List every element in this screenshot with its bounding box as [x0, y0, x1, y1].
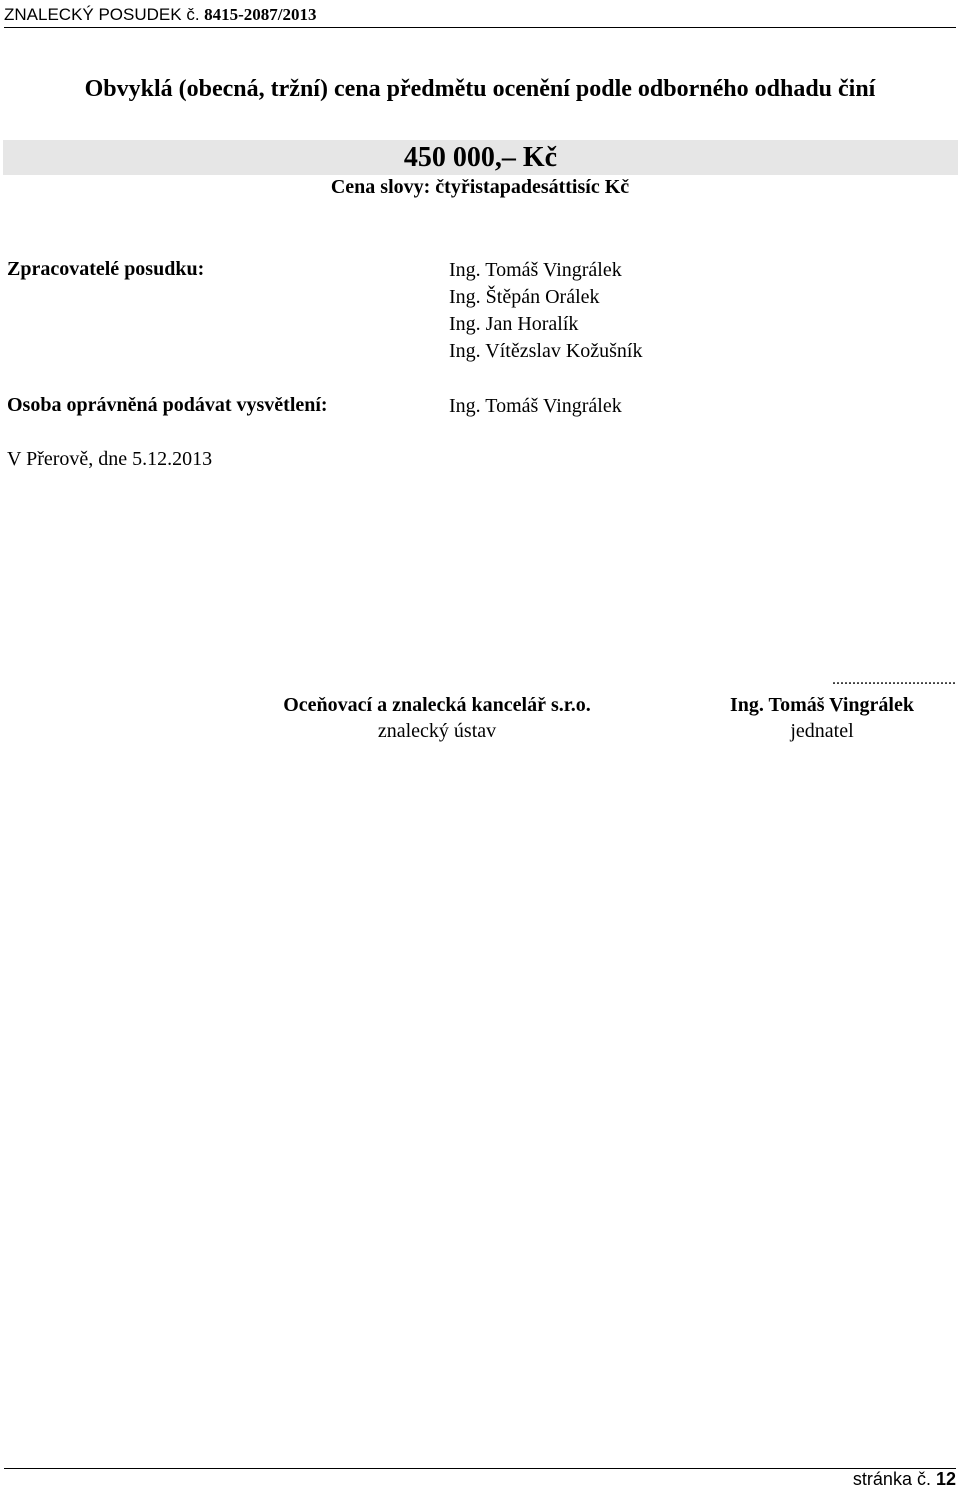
authorized-person-label: Osoba oprávněná podávat vysvětlení: — [7, 394, 328, 416]
company-name: Oceňovací a znalecká kancelář s.r.o. — [283, 694, 591, 716]
processor-name: Ing. Vítězslav Kožušník — [449, 340, 643, 362]
place-and-date: V Přerově, dne 5.12.2013 — [7, 448, 213, 470]
authorized-person-name: Ing. Tomáš Vingrálek — [449, 395, 622, 417]
company-role: znalecký ústav — [377, 720, 497, 742]
signature-left — [252, 692, 622, 744]
page-label: stránka č. — [852, 1469, 931, 1489]
price-in-words: Cena slovy: čtyřistapadesáttisíc Kč — [330, 176, 630, 198]
header-doc-number: 8415-2087/2013 — [204, 5, 317, 24]
price-amount: 450 000,– Kč — [3, 140, 958, 175]
processors-label: Zpracovatelé posudku: — [7, 258, 205, 280]
signature-right — [688, 670, 956, 744]
page-number: 12 — [935, 1469, 956, 1489]
signature-line: ............................... — [832, 671, 956, 688]
page-footer — [4, 1468, 956, 1488]
signatory-role: jednatel — [790, 720, 854, 742]
processor-name: Ing. Jan Horalík — [449, 313, 579, 335]
page-header — [4, 2, 956, 28]
processor-name: Ing. Tomáš Vingrálek — [449, 259, 622, 281]
signatory-name: Ing. Tomáš Vingrálek — [730, 694, 914, 716]
header-doc-type: ZNALECKÝ POSUDEK č. — [4, 5, 200, 24]
processors-list — [449, 257, 643, 365]
main-title: Obvyklá (obecná, tržní) cena předmětu ocenění podle odborného odhadu činí — [84, 76, 876, 102]
processor-name: Ing. Štěpán Orálek — [449, 286, 600, 308]
